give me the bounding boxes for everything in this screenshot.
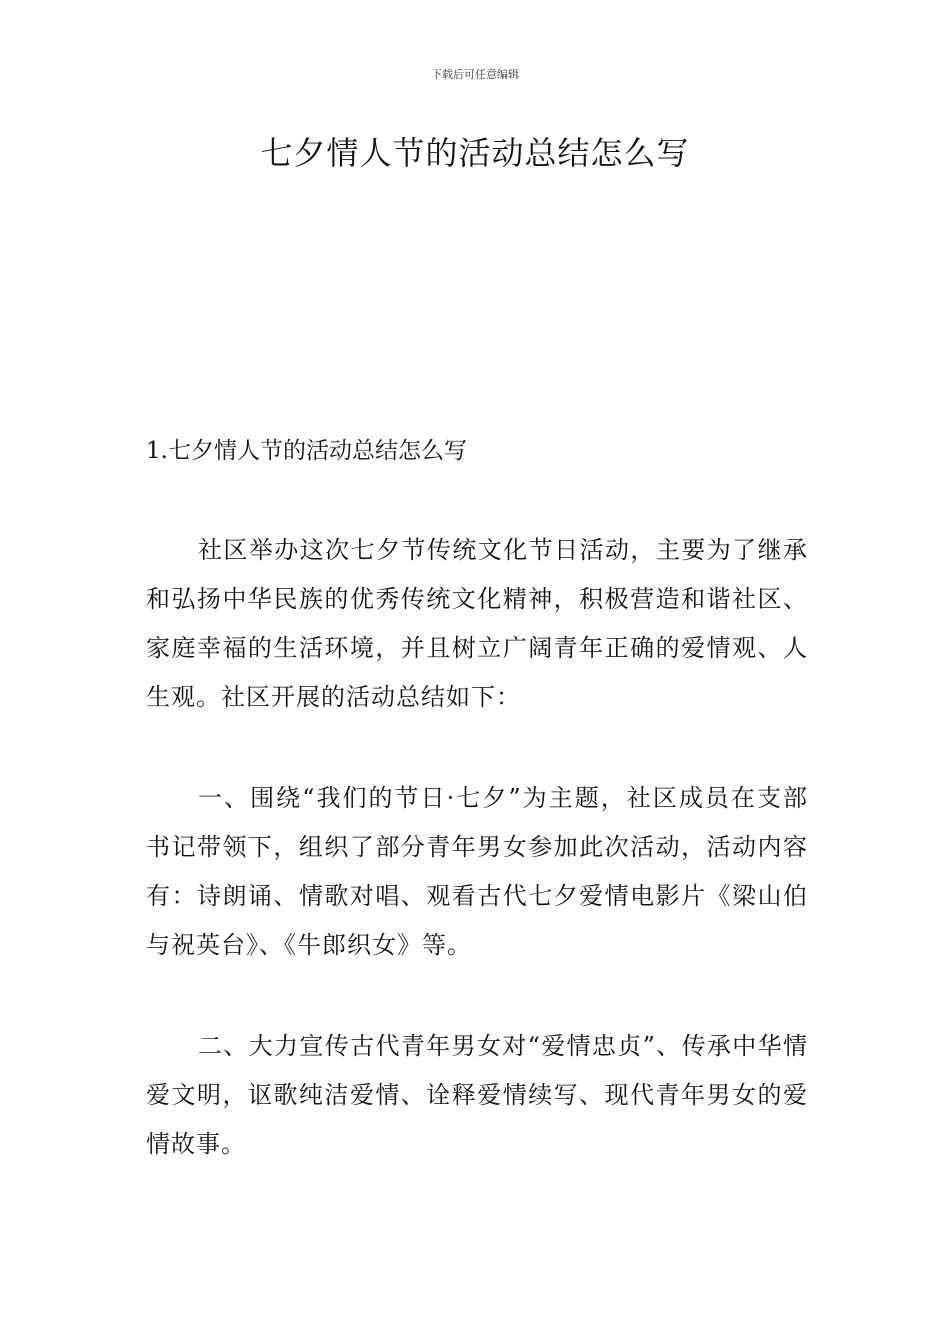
section-heading: 1.七夕情人节的活动总结怎么写	[146, 438, 467, 464]
document-title: 七夕情人节的活动总结怎么写	[260, 134, 690, 172]
header-note: 下载后可任意编辑	[431, 68, 519, 81]
paragraph-point-two: 二、大力宣传古代青年男女对“爱情忠贞”、传承中华情爱文明，讴歌纯洁爱情、诠释爱情续写、现代青年男女的爱情故事。	[146, 1032, 808, 1158]
paragraph-point-one: 一、围绕“我们的节日·七夕”为主题，社区成员在支部书记带领下，组织了部分青年男女参加此次活动，活动内容有：诗朗诵、情歌对唱、观看古代七夕爱情电影片《梁山伯与祝英台》、《牛郎织女》等。	[146, 784, 808, 959]
paragraph-intro: 社区举办这次七夕节传统文化节日活动，主要为了继承和弘扬中华民族的优秀传统文化精神，积极营造和谐社区、家庭幸福的生活环境，并且树立广阔青年正确的爱情观、人生观。社区开展的活动总结如下：	[146, 536, 808, 711]
